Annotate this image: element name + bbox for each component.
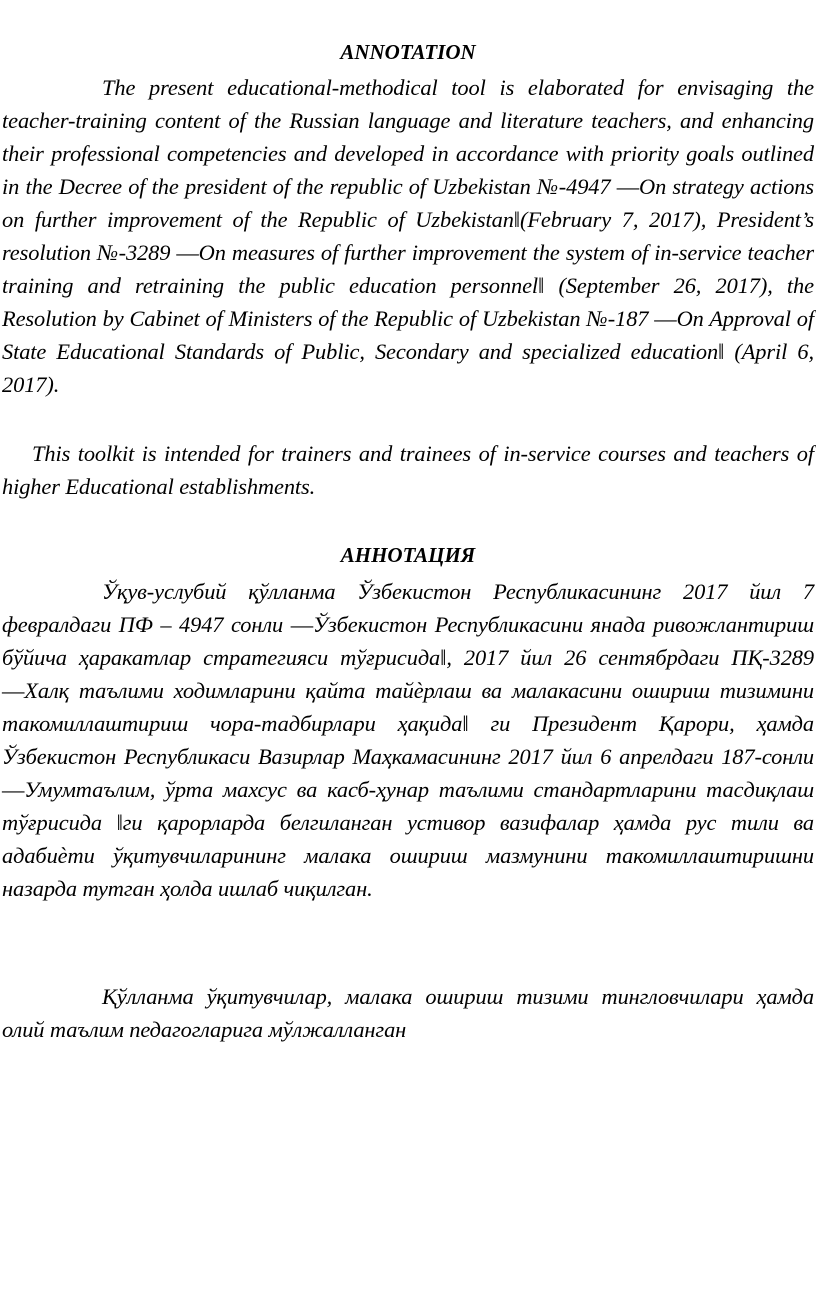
annotation-title: ANNOTATION <box>340 40 476 64</box>
annotation-paragraph-2: This toolkit is intended for trainers and trainees of in-service courses and teachers of higher Educational establishments. <box>2 441 814 499</box>
annotation-uz-paragraph-1: Ўқув-услубий қўлланма Ўзбекистон Республикасининг 2017 йил 7 февралдаги ПФ – 4947 сонли ―Ўзбекистон Республикасини янада ривожлантириш бўйича ҳаракатлар стратегияси тўғрисида‖, 2017 йил 26 сентябрдаги ПҚ-3289 ―Халқ таълими ходимларини қайта тайѐрлаш ва малакасини ошириш тизимини такомиллаштириш чора-тадбирлари ҳақида‖ ги Президент Қарори, ҳамда Ўзбекистон Республикаси Вазирлар Маҳкамасининг 2017 йил 6 апрелдаги 187-сонли ―Умумтаълим, ўрта махсус ва касб-ҳунар таълими стандартларини тасдиқлаш тўғрисида ‖ги қарорларда белгиланган устивор вазифалар ҳамда рус тили ва адабиѐти ўқитувчиларининг малака ошириш мазмунини такомиллаштиришни назарда тутган ҳолда ишлаб чиқилган. <box>2 579 814 901</box>
annotation-paragraph-1: The present educational-methodical tool is elaborated for envisaging the teacher-training content of the Russian language and literature teachers, and enhancing their professional competencies and developed in accordance with priority goals outlined in the Decree of the president of the republic of Uzbekistan №-4947 ―On strategy actions on further improvement of the Republic of Uzbekistan‖(February 7, 2017), President’s resolution №-3289 ―On measures of further improvement the system of in-service teacher training and retraining the public education personnel‖ (September 26, 2017), the Resolution by Cabinet of Ministers of the Republic of Uzbekistan №-187 ―On Approval of State Educational Standards of Public, Secondary and specialized education‖ (April 6, 2017). <box>2 75 814 397</box>
annotation-uz-title: АННОТАЦИЯ <box>340 543 476 567</box>
annotation-uz-paragraph-2: Қўлланма ўқитувчилар, малака ошириш тизими тингловчилари ҳамда олий таълим педагогларига мўлжалланган <box>2 984 814 1042</box>
